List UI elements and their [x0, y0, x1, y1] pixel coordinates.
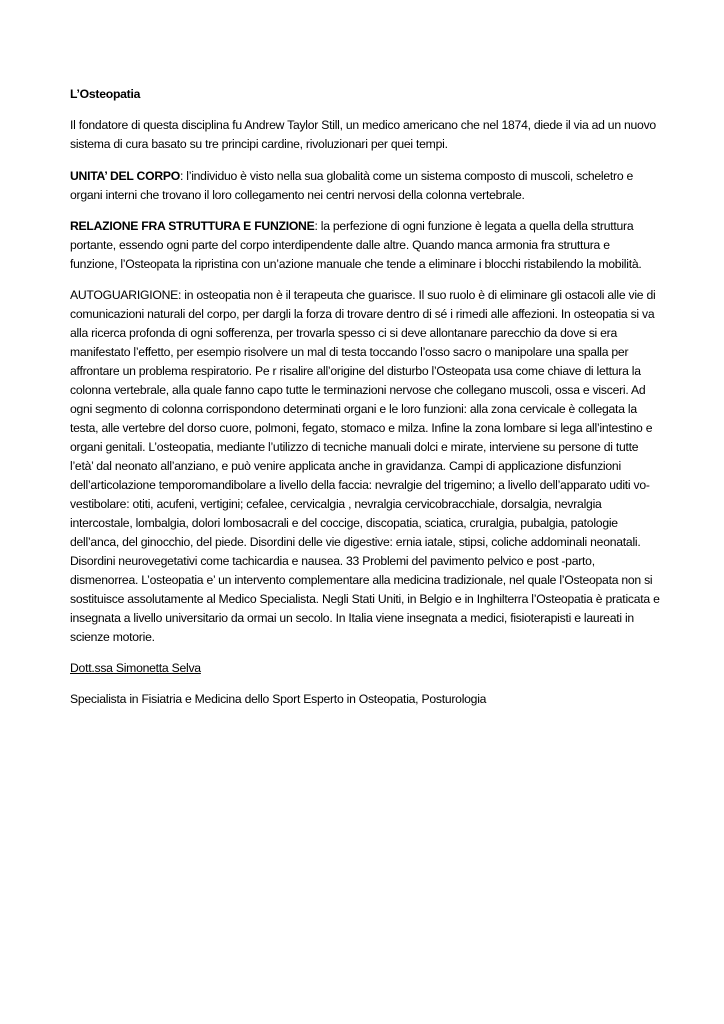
principle-self-healing-paragraph: AUTOGUARIGIONE: in osteopatia non è il terapeuta che guarisce. Il suo ruolo è di eliminare gli ostacoli alle vie di comunicazioni naturali del corpo, per dargli la forza di trovare dentro di sé i rimedi alle affezioni. In osteopatia si va alla ricerca profonda di ogni sofferenza, per trovarla spesso ci si deve allontanare parecchio da dove si era manifestato l’effetto, per esempio risolvere un mal di testa toccando l’osso sacro o manipolare una spalla per affrontare un problema respiratorio. Pe r risalire all’origine del disturbo l’Osteopata usa come chiave di lettura la colonna vertebrale, alla quale fanno capo tutte le terminazioni nervose che collegano muscoli, ossa e visceri. Ad ogni segmento di colonna corrispondono determinati organi e le loro funzioni: alla zona cervicale è collegata la testa, alle vertebre del dorso cuore, polmoni, fegato, stomaco e milza. Infine la zona lombare si lega all’intestino e organi genitali. L’osteopatia, mediante l’utilizzo di tecniche manuali dolci e mirate, interviene su persone di tutte l’età’ dal neonato all’anziano, e può venire applicata anche in gravidanza. Campi di applicazione disfunzioni dell’articolazione temporomandibolare a livello della faccia: nevralgie del trigemino; a livello dell’apparato uditi vo-vestibolare: otiti, acufeni, vertigini; cefalee, cervicalgia , nevralgia cervicobracchiale, dorsalgia, nevralgia intercostale, lombalgia, dolori lombosacrali e del coccige, discopatia, sciatica, cruralgia, pubalgia, patologie dell’anca, del ginocchio, del piede. Disordini delle vie digestive: ernia iatale, stipsi, coliche addominali neonatali. Disordini neurovegetativi come tachicardia e nausea. 33 Problemi del pavimento pelvico e post -parto, dismenorrea. L’osteopatia e’ un intervento complementare alla medicina tradizionale, nel quale l’Osteopata non si sostituisce assolutamente al Medico Specialista. Negli Stati Uniti, in Belgio e in Inghilterra l’Osteopatia è praticata e insegnata a livello universitario da ormai un secolo. In Italia viene insegnata a medici, fisioterapisti e laureati in scienze motorie.: [70, 288, 660, 644]
author-role: Specialista in Fisiatria e Medicina dello Sport Esperto in Osteopatia, Posturologia: [70, 692, 487, 706]
document-title: L’Osteopatia: [70, 87, 141, 101]
document-body: [70, 85, 660, 721]
intro-paragraph: Il fondatore di questa disciplina fu Andrew Taylor Still, un medico americano che nel 1874, diede il via ad un nuovo sistema di cura basato su tre principi cardine, rivoluzionari per quei tempi.: [70, 118, 656, 151]
principle-structure-function-paragraph: [70, 217, 660, 274]
principle-structure-function-text: : la perfezione di ogni funzione è legata a quella della struttura portante, essendo ogni parte del corpo interdipendente dalle altre. Quando manca armonia fra struttura e funzione, l’Osteopata la ripristina con un’azione manuale che tende a eliminare i blocchi ristabilendo la mobilità.: [70, 219, 642, 271]
author-name: Dott.ssa Simonetta Selva: [70, 661, 201, 675]
principle-unity-heading: UNITA’ DEL CORPO: [70, 169, 180, 183]
principle-unity-text: : l’individuo è visto nella sua globalità come un sistema composto di muscoli, scheletro e organi interni che trovano il loro collegamento nei centri nervosi della colonna vertebrale.: [70, 169, 634, 202]
principle-structure-function-heading: RELAZIONE FRA STRUTTURA E FUNZIONE: [70, 219, 315, 233]
principle-unity-paragraph: [70, 167, 660, 205]
